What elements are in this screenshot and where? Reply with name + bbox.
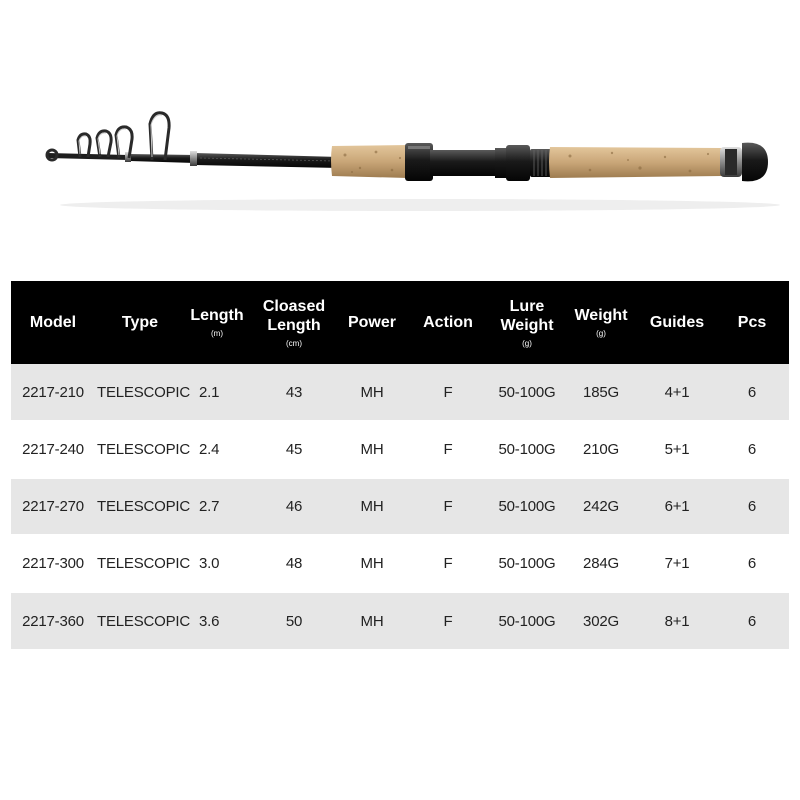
cell-pcs: 6 <box>747 383 757 401</box>
table-row <box>11 478 789 535</box>
cell-type: TELESCOPIC <box>97 498 191 515</box>
table-row <box>11 364 789 421</box>
cell-lure-weight: 50-100G <box>498 441 556 458</box>
cell-weight: 185G <box>583 383 619 401</box>
header-weight-unit: (g) <box>596 329 606 338</box>
specification-table <box>11 281 789 649</box>
cell-closed-length: 45 <box>285 441 303 458</box>
cell-type: TELESCOPIC <box>97 555 191 572</box>
rod-section-1 <box>130 154 195 163</box>
cell-type: TELESCOPIC <box>97 612 191 630</box>
header-closed-length: Cloased Length (cm) <box>249 281 339 364</box>
cell-power: MH <box>360 555 384 572</box>
cell-action: F <box>443 441 453 458</box>
cell-closed-length: 43 <box>285 383 303 401</box>
cell-length: 3.0 <box>199 555 220 572</box>
cell-weight: 210G <box>583 441 619 458</box>
header-model: Model <box>29 314 77 331</box>
cell-closed-length: 48 <box>285 555 303 572</box>
cell-lure-weight: 50-100G <box>498 498 556 515</box>
header-action: Action <box>423 314 473 331</box>
cell-model: 2217-270 <box>22 498 84 515</box>
reel-seat-hood <box>506 145 530 181</box>
cell-lure-weight: 50-100G <box>498 612 556 630</box>
cell-guides: 5+1 <box>664 441 690 458</box>
cell-length: 2.4 <box>199 441 220 458</box>
cell-closed-length: 46 <box>285 498 303 515</box>
cell-pcs: 6 <box>747 441 757 458</box>
header-weight: Weight (g) <box>563 281 639 364</box>
rod-section-2 <box>195 153 340 168</box>
header-closed-length-unit: (cm) <box>286 338 302 348</box>
header-pcs: Pcs <box>737 314 767 331</box>
header-type: Type <box>121 314 159 331</box>
table-header-row <box>11 281 789 364</box>
header-power: Power <box>347 314 396 331</box>
rear-cork-grip <box>549 147 724 178</box>
cell-guides: 4+1 <box>664 383 690 401</box>
cell-type: TELESCOPIC <box>97 383 191 401</box>
table-row <box>11 421 789 478</box>
cell-action: F <box>443 555 453 572</box>
cell-length: 2.1 <box>199 383 220 401</box>
header-length-unit: (m) <box>211 329 223 338</box>
cell-power: MH <box>360 441 384 458</box>
cell-model: 2217-210 <box>22 383 84 401</box>
header-guides: Guides <box>649 314 705 331</box>
cell-weight: 242G <box>583 498 619 515</box>
cell-action: F <box>443 383 453 401</box>
cell-pcs: 6 <box>747 555 757 572</box>
rod-shadow <box>60 199 780 211</box>
cell-guides: 8+1 <box>664 612 690 630</box>
cell-closed-length: 50 <box>285 612 303 630</box>
cell-power: MH <box>360 612 384 630</box>
cell-guides: 6+1 <box>664 498 690 515</box>
rod-guides <box>47 113 169 160</box>
cell-model: 2217-360 <box>22 612 84 630</box>
table-row <box>11 535 789 592</box>
cell-model: 2217-300 <box>22 555 84 572</box>
cell-power: MH <box>360 383 384 401</box>
cell-model: 2217-240 <box>22 441 84 458</box>
cell-power: MH <box>360 498 384 515</box>
header-lure-weight: Lure Weight (g) <box>491 281 563 364</box>
cell-length: 2.7 <box>199 498 220 515</box>
cell-pcs: 6 <box>747 498 757 515</box>
cell-lure-weight: 50-100G <box>498 555 556 572</box>
cell-weight: 284G <box>583 555 619 572</box>
header-lure-weight-unit: (g) <box>522 338 532 348</box>
header-length: Length (m) <box>185 281 249 364</box>
fishing-rod-image <box>0 0 800 240</box>
butt-cap <box>742 143 768 182</box>
cell-pcs: 6 <box>747 612 757 630</box>
cell-lure-weight: 50-100G <box>498 383 556 401</box>
cell-weight: 302G <box>583 612 619 630</box>
front-cork-grip <box>331 145 409 178</box>
cell-guides: 7+1 <box>664 555 690 572</box>
cell-type: TELESCOPIC <box>97 441 191 458</box>
cell-action: F <box>443 612 453 630</box>
table-row <box>11 592 789 649</box>
cell-length: 3.6 <box>199 612 220 630</box>
cell-action: F <box>443 498 453 515</box>
